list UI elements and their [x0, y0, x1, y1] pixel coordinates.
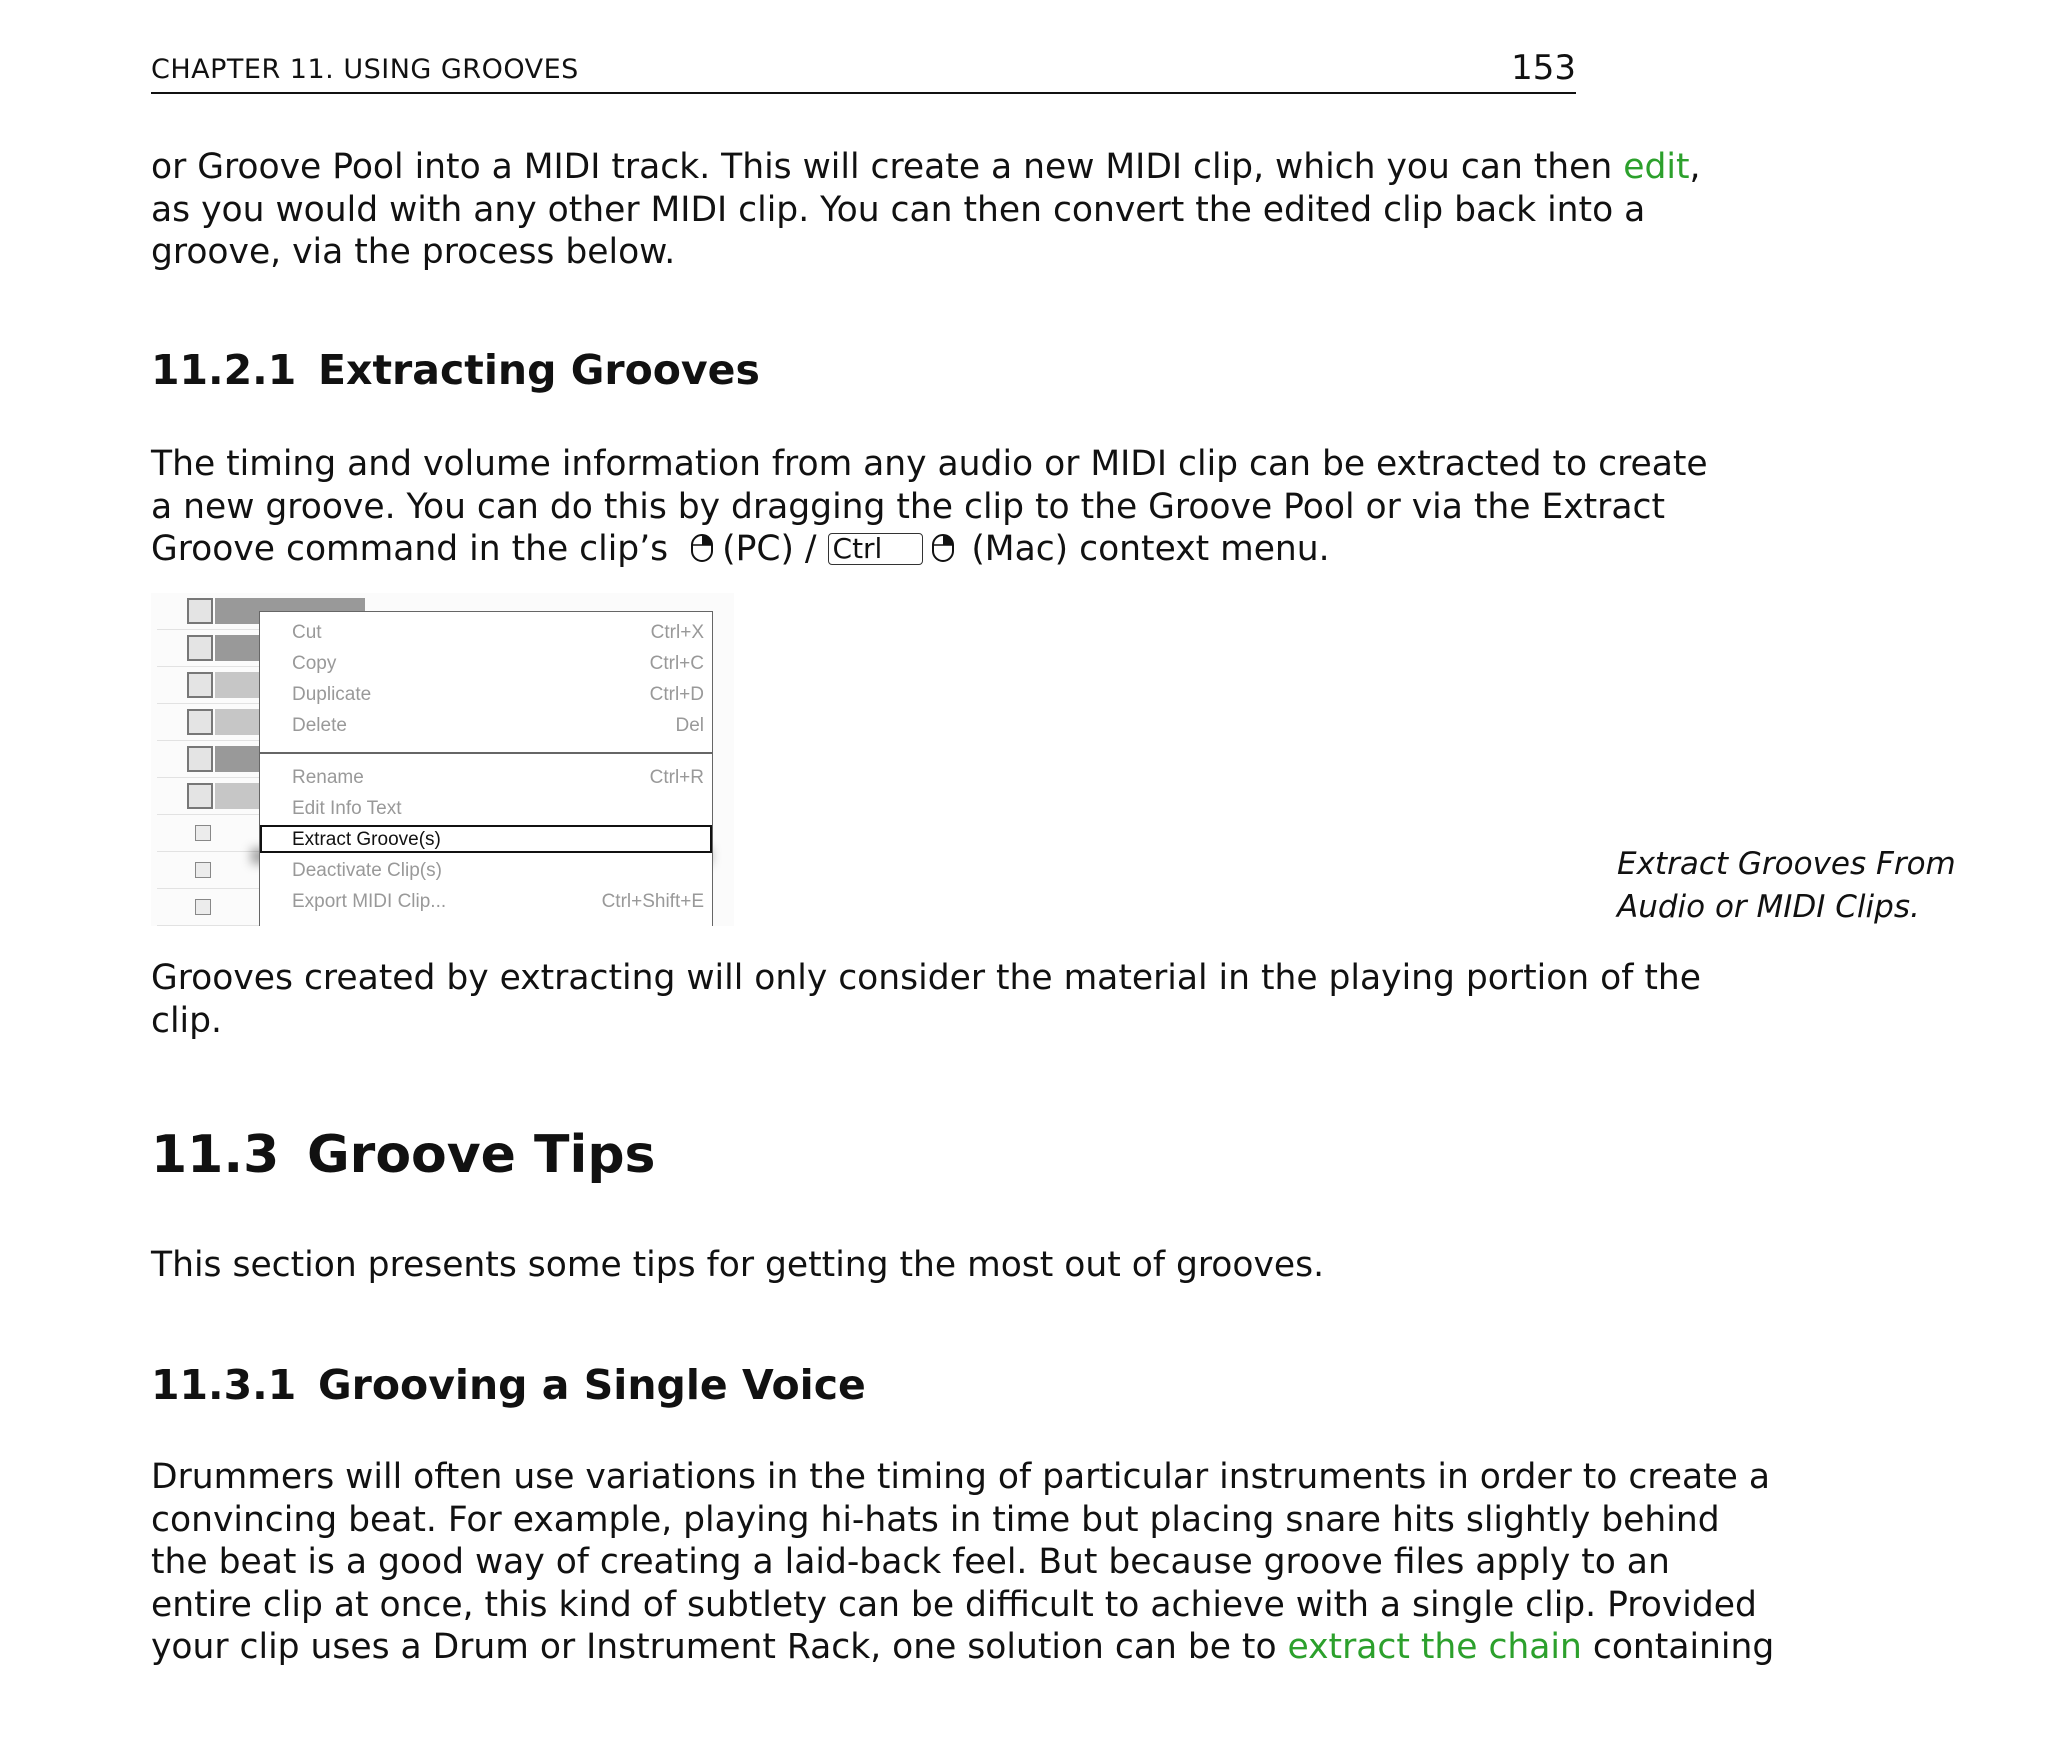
pc-label: (PC) /: [722, 529, 817, 569]
section-number: 11.2.1: [151, 346, 297, 394]
extracting-line-3: Groove command in the clip’s (PC) / Ctrl (Mac) context menu.: [151, 528, 1576, 574]
menu-item-rename[interactable]: Rename Ctrl+R: [292, 767, 704, 788]
clip-play-icon: [187, 783, 213, 809]
extract-note-line-2: clip.: [151, 1000, 223, 1041]
grooving-line-2: convincing beat. For example, playing hi-hats in time but placing snare hits slightly behind: [151, 1499, 1720, 1540]
extracting-paragraph: [151, 443, 1708, 574]
intro-paragraph: [151, 146, 1701, 274]
intro-line-2: as you would with any other MIDI clip. You can then convert the edited clip back into a: [151, 189, 1646, 230]
extract-note-paragraph: [151, 957, 1701, 1042]
section-title: Groove Tips: [307, 1125, 656, 1185]
groove-tips-paragraph: [151, 1244, 1576, 1287]
menu-separator: [260, 752, 712, 754]
intro-line-1: or Groove Pool into a MIDI track. This will create a new MIDI clip, which you can then edit,: [151, 147, 1701, 187]
edit-link[interactable]: edit: [1623, 147, 1690, 187]
menu-item-delete[interactable]: Delete Del: [292, 715, 704, 736]
menu-item-copy[interactable]: Copy Ctrl+C: [292, 653, 704, 674]
extract-the-chain-link[interactable]: extract the chain: [1287, 1627, 1582, 1667]
header-rule: [151, 92, 1576, 94]
grooving-line-1: Drummers will often use variations in the timing of particular instruments in order to create a: [151, 1457, 1770, 1497]
section-title: Grooving a Single Voice: [318, 1361, 866, 1409]
clip-play-icon: [187, 746, 213, 772]
heading-grooving-single-voice: [151, 1361, 866, 1409]
clip-play-icon: [187, 672, 213, 698]
heading-extracting-grooves: [151, 346, 760, 394]
ctrl-key: Ctrl: [828, 533, 924, 565]
mouse-right-click-icon: [931, 531, 955, 574]
section-number: 11.3.1: [151, 1361, 297, 1409]
clip-play-icon: [187, 709, 213, 735]
groove-tips-line-1: This section presents some tips for getting the most out of grooves.: [151, 1245, 1325, 1285]
context-menu: [259, 611, 713, 926]
extract-note-line-1: Grooves created by extracting will only consider the material in the playing portion of the: [151, 958, 1701, 998]
clip-stop-icon: [195, 862, 211, 878]
extracting-line-1: The timing and volume information from any audio or MIDI clip can be extracted to create: [151, 444, 1708, 484]
grooving-paragraph: [151, 1456, 1775, 1669]
grooving-line-4: entire clip at once, this kind of subtlety can be difficult to achieve with a single clip. Provided: [151, 1584, 1757, 1625]
clip-stop-icon: [195, 899, 211, 915]
page-number: 153: [1511, 48, 1576, 88]
intro-line-3: groove, via the process below.: [151, 232, 676, 272]
menu-item-export-midi-clip[interactable]: Export MIDI Clip... Ctrl+Shift+E: [292, 891, 704, 912]
context-menu-screenshot: [151, 593, 734, 926]
clip-stop-icon: [195, 825, 211, 841]
chapter-title: CHAPTER 11. USING GROOVES: [151, 54, 579, 85]
menu-item-deactivate-clips[interactable]: Deactivate Clip(s): [292, 860, 442, 881]
clip-play-icon: [187, 635, 213, 661]
section-title: Extracting Grooves: [318, 346, 760, 394]
menu-item-duplicate[interactable]: Duplicate Ctrl+D: [292, 684, 704, 705]
mac-label: (Mac) context menu.: [971, 529, 1330, 569]
menu-item-cut[interactable]: Cut Ctrl+X: [292, 622, 704, 643]
figure-caption: Extract Grooves From Audio or MIDI Clips.: [1617, 846, 1956, 925]
menu-item-edit-info-text[interactable]: Edit Info Text: [292, 798, 402, 819]
clip-play-icon: [187, 598, 213, 624]
mouse-right-click-icon: [690, 531, 714, 574]
section-number: 11.3: [151, 1125, 280, 1185]
grooving-line-3: the beat is a good way of creating a laid-back feel. But because groove files apply to an: [151, 1542, 1670, 1582]
extracting-line-2: a new groove. You can do this by dragging the clip to the Groove Pool or via the Extract: [151, 486, 1666, 527]
menu-item-extract-grooves[interactable]: Extract Groove(s): [260, 825, 712, 855]
heading-groove-tips: [151, 1125, 656, 1185]
grooving-line-5: your clip uses a Drum or Instrument Rack, one solution can be to extract the chain containing: [151, 1627, 1775, 1667]
